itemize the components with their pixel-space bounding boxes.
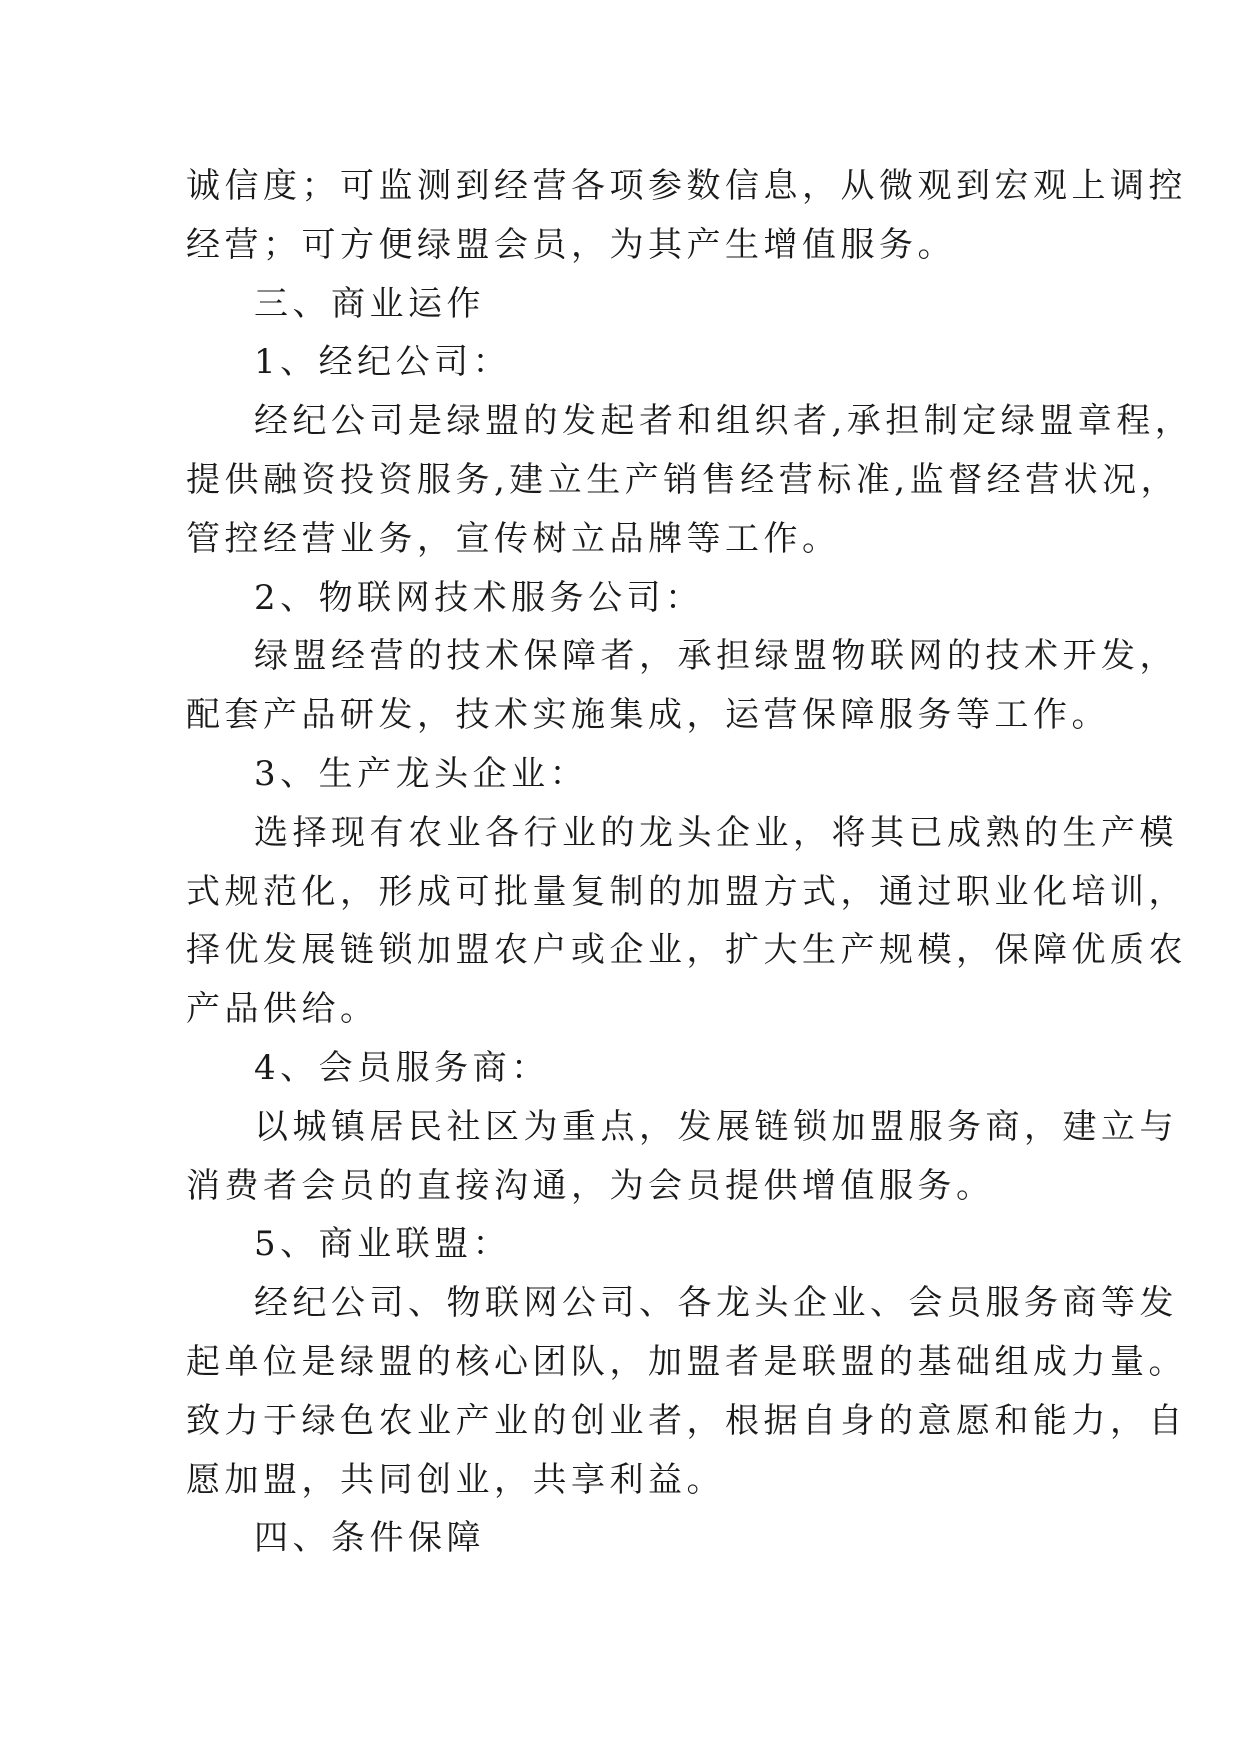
text-line: 起单位是绿盟的核心团队，加盟者是联盟的基础组成力量。	[186, 1341, 1187, 1382]
text-line: 致力于绿色农业产业的创业者，根据自身的意愿和能力，自	[186, 1400, 1187, 1441]
section-heading: 三、商业运作	[254, 283, 485, 324]
text-line: 产品供给。	[186, 989, 379, 1030]
subsection-heading: 3、生产龙头企业：	[254, 753, 589, 794]
text-line: 经纪公司是绿盟的发起者和组织者,承担制定绿盟章程，	[254, 401, 1194, 442]
text-line: 经营；可方便绿盟会员，为其产生增值服务。	[186, 224, 956, 265]
text-line: 选择现有农业各行业的龙头企业，将其已成熟的生产模	[254, 812, 1178, 853]
text-line: 择优发展链锁加盟农户或企业，扩大生产规模，保障优质农	[186, 930, 1187, 971]
text-line: 绿盟经营的技术保障者，承担绿盟物联网的技术开发，	[254, 636, 1178, 677]
subsection-heading: 4、会员服务商：	[254, 1047, 550, 1088]
section-heading: 四、条件保障	[254, 1518, 485, 1559]
text-line: 管控经营业务，宣传树立品牌等工作。	[186, 518, 841, 559]
text-line: 配套产品研发，技术实施集成，运营保障服务等工作。	[186, 695, 1110, 736]
text-line: 提供融资投资服务,建立生产销售经营标准,监督经营状况，	[186, 459, 1180, 500]
subsection-heading: 2、物联网技术服务公司：	[254, 577, 704, 618]
subsection-heading: 5、商业联盟：	[254, 1224, 512, 1265]
text-line: 愿加盟，共同创业，共享利益。	[186, 1459, 725, 1500]
text-line: 式规范化，形成可批量复制的加盟方式，通过职业化培训，	[186, 871, 1187, 912]
text-line: 经纪公司、物联网公司、各龙头企业、会员服务商等发	[254, 1283, 1178, 1324]
document-body	[186, 157, 1194, 1568]
text-line: 消费者会员的直接沟通，为会员提供增值服务。	[186, 1165, 995, 1206]
subsection-heading: 1、经纪公司：	[254, 342, 512, 383]
text-line: 诚信度；可监测到经营各项参数信息，从微观到宏观上调控	[186, 166, 1187, 206]
text-line: 以城镇居民社区为重点，发展链锁加盟服务商，建立与	[254, 1106, 1178, 1147]
